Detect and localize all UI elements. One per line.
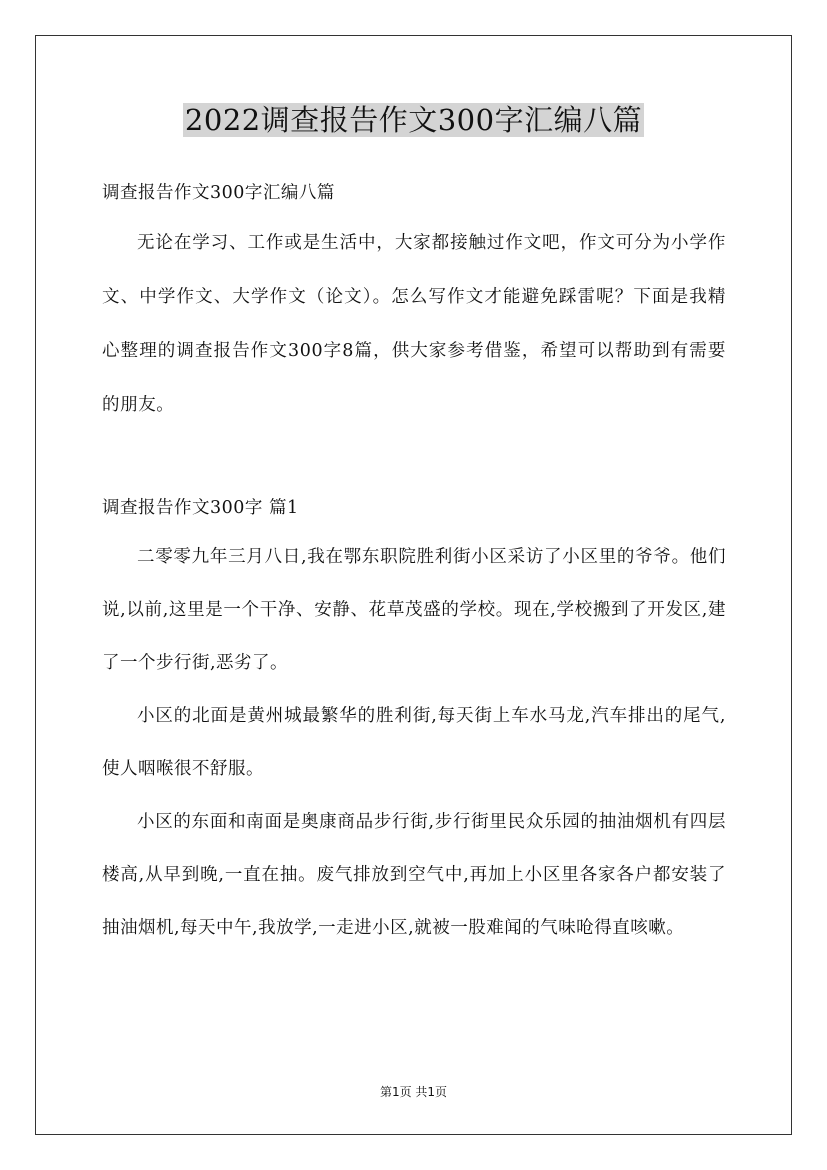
document-body: [102, 170, 726, 955]
body-paragraph-3: 小区的东面和南面是奥康商品步行街,步行街里民众乐园的抽油烟机有四层楼高,从早到晚,一直在抽。废气排放到空气中,再加上小区里各家各户都安装了抽油烟机,每天中午,我放学,一走进小区,就被一股难闻的气味呛得直咳嗽。: [102, 812, 726, 938]
body-paragraph-1: 二零零九年三月八日,我在鄂东职院胜利街小区采访了小区里的爷爷。他们说,以前,这里是一个干净、安静、花草茂盛的学校。现在,学校搬到了开发区,建了一个步行街,恶劣了。: [102, 547, 726, 673]
document-title: [0, 100, 827, 140]
document-subtitle: 调查报告作文300字汇编八篇: [102, 183, 335, 203]
page-footer: [0, 1084, 827, 1100]
document-title-text: 2022调查报告作文300字汇编八篇: [184, 103, 643, 137]
intro-paragraph: 无论在学习、工作或是生活中，大家都接触过作文吧，作文可分为小学作文、中学作文、大学作文（论文）。怎么写作文才能避免踩雷呢？下面是我精心整理的调查报告作文300字8篇，供大家参考借鉴，希望可以帮助到有需要的朋友。: [102, 233, 726, 415]
page-number-text: 第1页 共1页: [379, 1085, 448, 1099]
body-paragraph-2: 小区的北面是黄州城最繁华的胜利街,每天街上车水马龙,汽车排出的尾气,使人咽喉很不舒服。: [102, 706, 726, 779]
section-heading: 调查报告作文300字 篇1: [102, 498, 299, 518]
